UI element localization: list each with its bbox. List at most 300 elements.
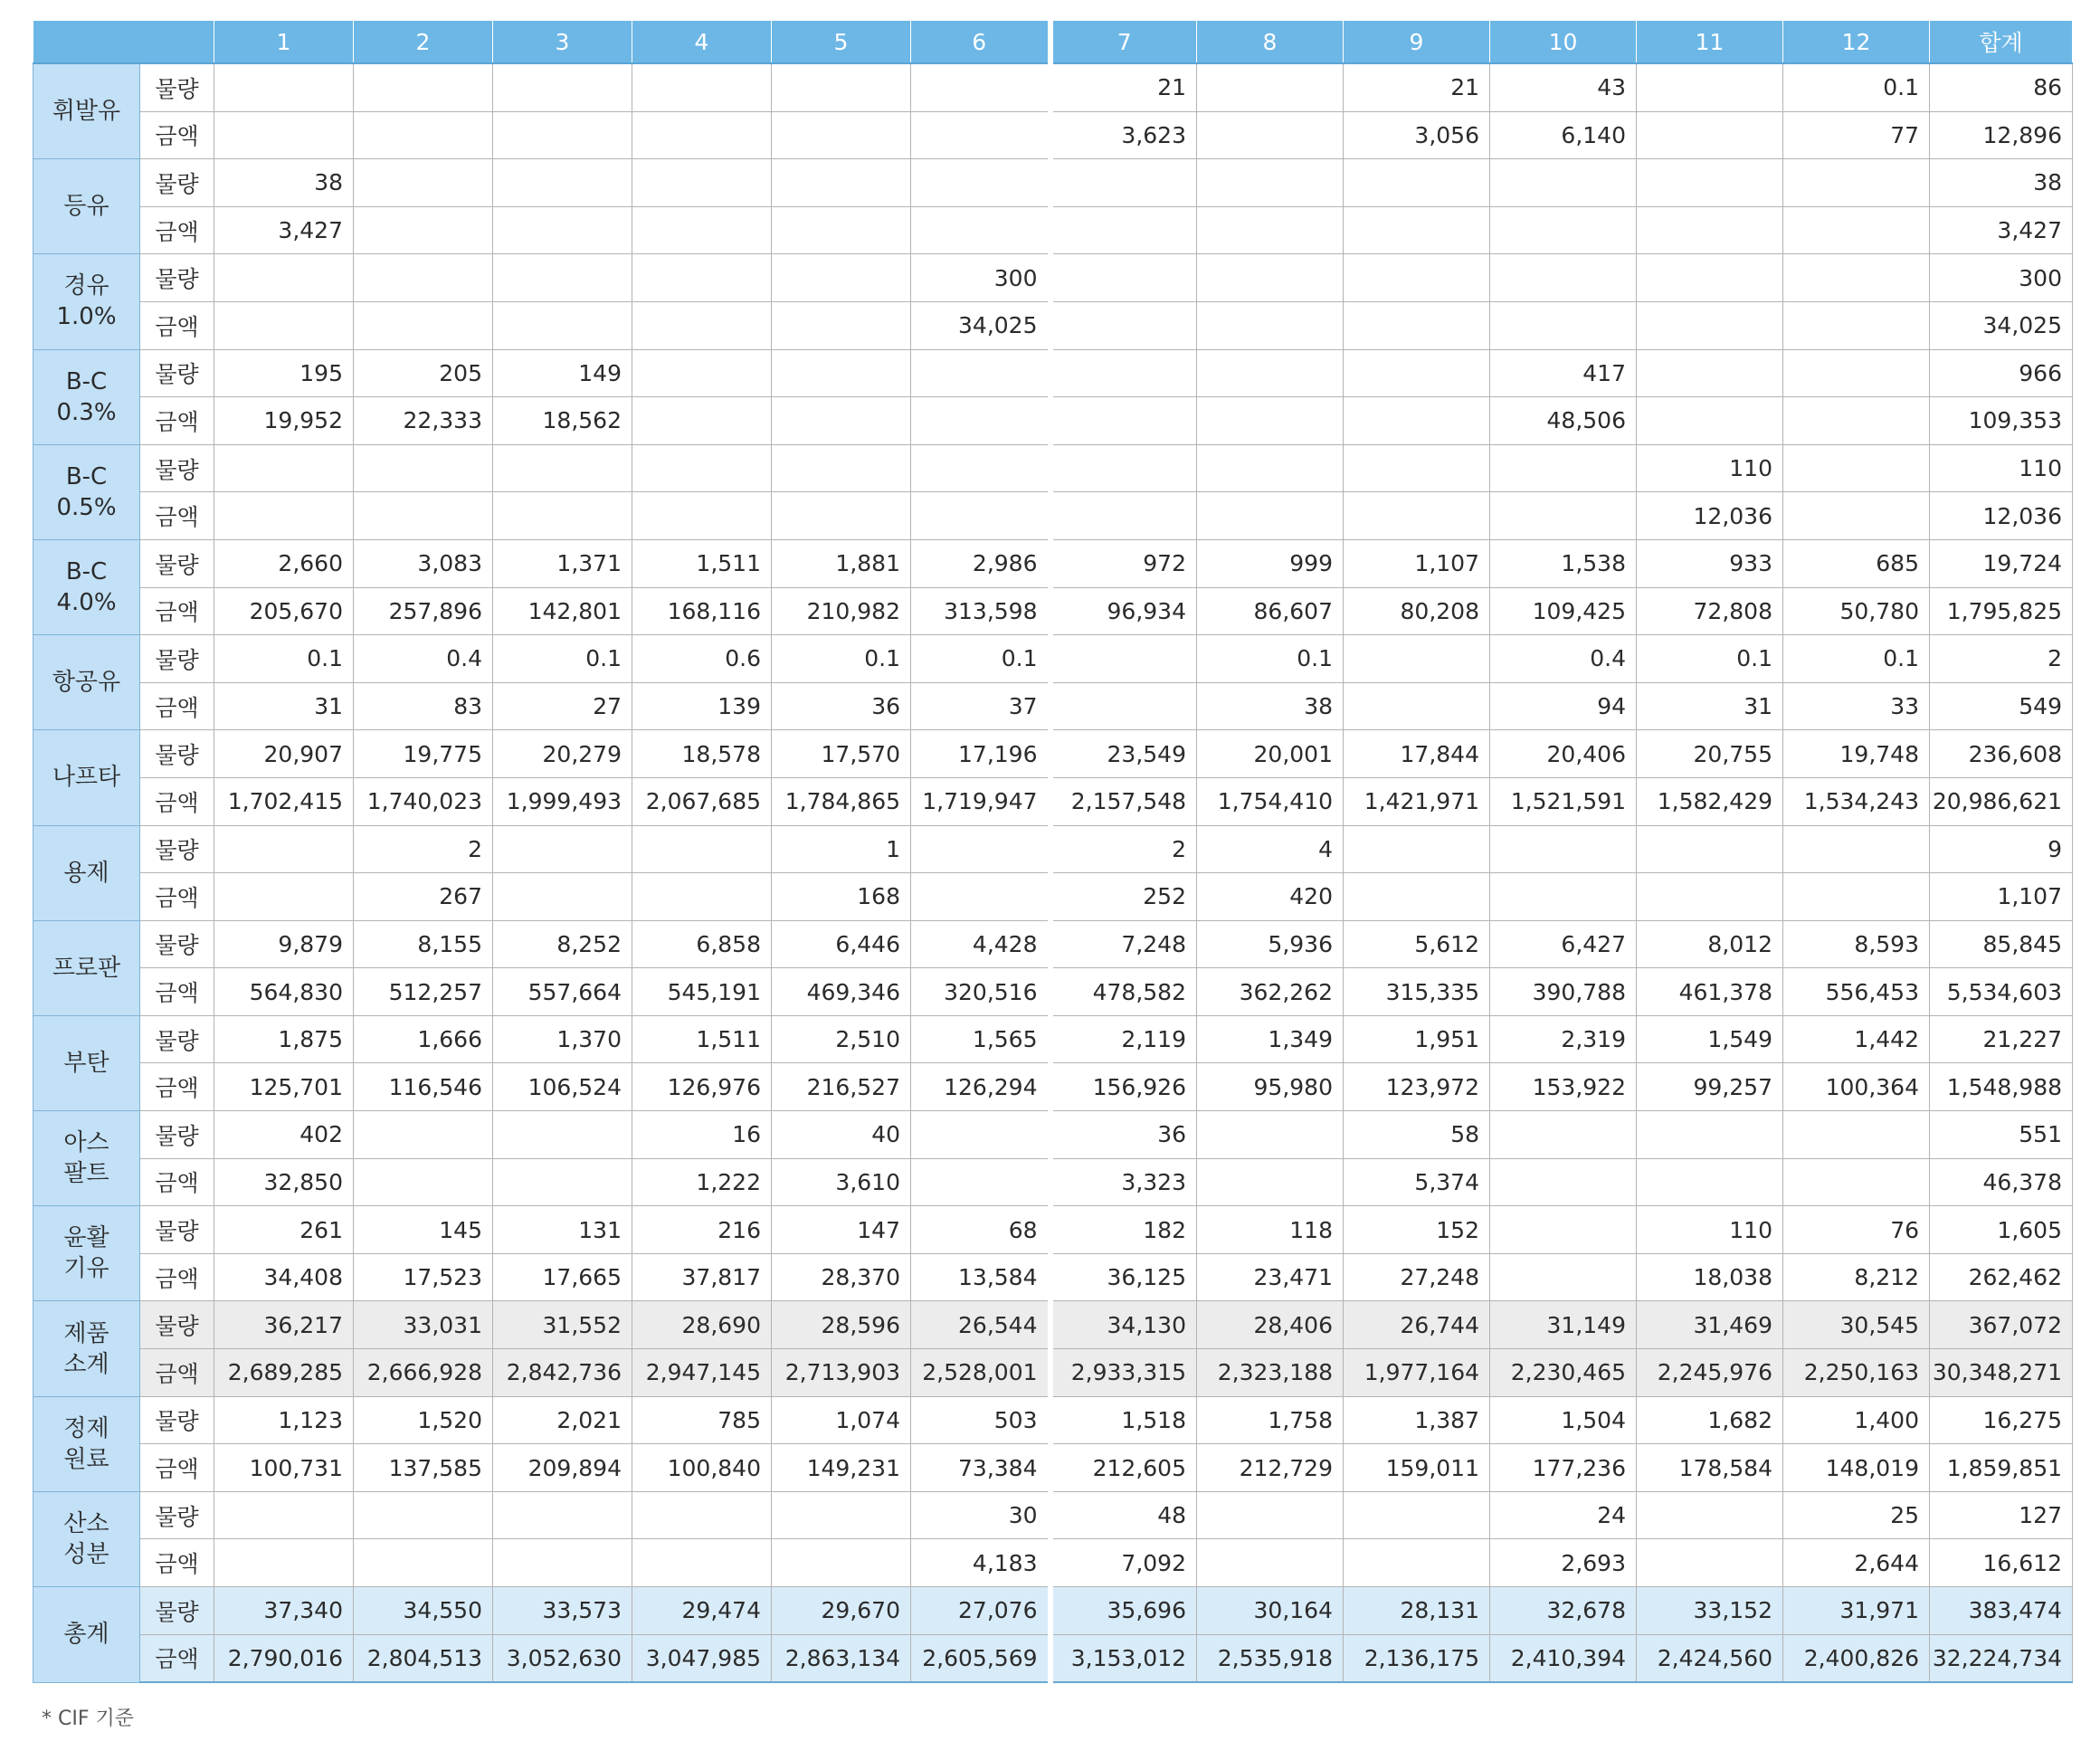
- value-cell: 34,025: [911, 301, 1050, 349]
- value-cell: 159,011: [1344, 1444, 1490, 1492]
- value-cell: [911, 825, 1050, 873]
- value-cell: 1,387: [1344, 1396, 1490, 1444]
- value-cell: [632, 825, 772, 873]
- value-cell: [214, 873, 354, 921]
- quantity-label: 물량: [140, 1206, 214, 1254]
- total-cell: 367,072: [1930, 1301, 2073, 1349]
- value-cell: [772, 444, 911, 492]
- amount-label: 금액: [140, 1539, 214, 1587]
- value-cell: [1637, 397, 1783, 445]
- product-category: B-C 0.3%: [33, 349, 140, 444]
- table-row: [33, 1063, 2073, 1111]
- value-cell: 1,666: [354, 1015, 493, 1063]
- value-cell: [1490, 206, 1637, 254]
- month-header: 9: [1344, 21, 1490, 64]
- total-cell: 85,845: [1930, 920, 2073, 968]
- value-cell: 3,153,012: [1050, 1634, 1197, 1682]
- value-cell: 100,731: [214, 1444, 354, 1492]
- value-cell: 3,047,985: [632, 1634, 772, 1682]
- value-cell: 28,690: [632, 1301, 772, 1349]
- value-cell: 26,544: [911, 1301, 1050, 1349]
- month-header: 5: [772, 21, 911, 64]
- value-cell: [1050, 349, 1197, 397]
- value-cell: [493, 63, 632, 111]
- value-cell: 210,982: [772, 587, 911, 635]
- value-cell: [1197, 492, 1344, 540]
- total-cell: 1,107: [1930, 873, 2073, 921]
- table-row: [33, 159, 2073, 207]
- value-cell: 96,934: [1050, 587, 1197, 635]
- value-cell: [493, 444, 632, 492]
- value-cell: 83: [354, 682, 493, 730]
- value-cell: 1,582,429: [1637, 777, 1783, 825]
- month-header: 10: [1490, 21, 1637, 64]
- value-cell: 267: [354, 873, 493, 921]
- total-header: 합계: [1930, 21, 2073, 64]
- value-cell: 153,922: [1490, 1063, 1637, 1111]
- value-cell: [1637, 63, 1783, 111]
- value-cell: 402: [214, 1111, 354, 1159]
- value-cell: 110: [1637, 444, 1783, 492]
- month-header: 7: [1050, 21, 1197, 64]
- table-row: [33, 1539, 2073, 1587]
- total-cell: 12,896: [1930, 111, 2073, 159]
- value-cell: 5,374: [1344, 1158, 1490, 1206]
- value-cell: [772, 206, 911, 254]
- value-cell: 2,319: [1490, 1015, 1637, 1063]
- amount-label: 금액: [140, 1444, 214, 1492]
- value-cell: [1490, 825, 1637, 873]
- total-cell: 9: [1930, 825, 2073, 873]
- total-cell: 20,986,621: [1930, 777, 2073, 825]
- value-cell: 933: [1637, 539, 1783, 587]
- value-cell: [632, 1491, 772, 1539]
- total-cell: 262,462: [1930, 1253, 2073, 1301]
- value-cell: 0.1: [1783, 63, 1930, 111]
- product-category: 부탄: [33, 1015, 140, 1110]
- value-cell: [772, 349, 911, 397]
- total-cell: 16,275: [1930, 1396, 2073, 1444]
- value-cell: 110: [1637, 1206, 1783, 1254]
- total-cell: 236,608: [1930, 730, 2073, 778]
- value-cell: 95,980: [1197, 1063, 1344, 1111]
- value-cell: 1,349: [1197, 1015, 1344, 1063]
- total-cell: 16,612: [1930, 1539, 2073, 1587]
- value-cell: [493, 1158, 632, 1206]
- total-cell: 86: [1930, 63, 2073, 111]
- value-cell: [1637, 1539, 1783, 1587]
- value-cell: 35,696: [1050, 1587, 1197, 1635]
- value-cell: 25: [1783, 1491, 1930, 1539]
- value-cell: 1,565: [911, 1015, 1050, 1063]
- total-cell: 38: [1930, 159, 2073, 207]
- value-cell: 23,471: [1197, 1253, 1344, 1301]
- value-cell: [354, 1111, 493, 1159]
- value-cell: 1,534,243: [1783, 777, 1930, 825]
- amount-label: 금액: [140, 1253, 214, 1301]
- value-cell: 19,775: [354, 730, 493, 778]
- value-cell: [1637, 1158, 1783, 1206]
- value-cell: 3,083: [354, 539, 493, 587]
- total-cell: 12,036: [1930, 492, 2073, 540]
- value-cell: 31,552: [493, 1301, 632, 1349]
- value-cell: 33,573: [493, 1587, 632, 1635]
- value-cell: [1344, 682, 1490, 730]
- value-cell: 30: [911, 1491, 1050, 1539]
- month-header: 11: [1637, 21, 1783, 64]
- import-table-wrapper: [33, 20, 2072, 1683]
- value-cell: [772, 397, 911, 445]
- value-cell: 148,019: [1783, 1444, 1930, 1492]
- value-cell: 77: [1783, 111, 1930, 159]
- table-body: [33, 63, 2073, 1682]
- value-cell: [632, 206, 772, 254]
- value-cell: [354, 206, 493, 254]
- value-cell: [1783, 1111, 1930, 1159]
- value-cell: 1,074: [772, 1396, 911, 1444]
- value-cell: [1490, 301, 1637, 349]
- value-cell: 1,520: [354, 1396, 493, 1444]
- value-cell: 28,131: [1344, 1587, 1490, 1635]
- value-cell: 0.4: [354, 635, 493, 683]
- value-cell: 1,538: [1490, 539, 1637, 587]
- amount-label: 금액: [140, 777, 214, 825]
- quantity-label: 물량: [140, 444, 214, 492]
- value-cell: [1490, 1111, 1637, 1159]
- amount-label: 금액: [140, 492, 214, 540]
- value-cell: [1050, 682, 1197, 730]
- quantity-label: 물량: [140, 1396, 214, 1444]
- value-cell: 195: [214, 349, 354, 397]
- value-cell: 2,644: [1783, 1539, 1930, 1587]
- value-cell: 313,598: [911, 587, 1050, 635]
- amount-label: 금액: [140, 1349, 214, 1397]
- value-cell: 3,427: [214, 206, 354, 254]
- value-cell: 125,701: [214, 1063, 354, 1111]
- value-cell: 216,527: [772, 1063, 911, 1111]
- value-cell: 1,107: [1344, 539, 1490, 587]
- value-cell: 2,535,918: [1197, 1634, 1344, 1682]
- value-cell: 178,584: [1637, 1444, 1783, 1492]
- total-cell: 5,534,603: [1930, 968, 2073, 1016]
- total-cell: 1,548,988: [1930, 1063, 2073, 1111]
- value-cell: [1197, 159, 1344, 207]
- quantity-label: 물량: [140, 825, 214, 873]
- value-cell: 21: [1344, 63, 1490, 111]
- month-header: 3: [493, 21, 632, 64]
- total-cell: 32,224,734: [1930, 1634, 2073, 1682]
- value-cell: 2,689,285: [214, 1349, 354, 1397]
- value-cell: 147: [772, 1206, 911, 1254]
- value-cell: 2,986: [911, 539, 1050, 587]
- product-category: 휘발유: [33, 63, 140, 159]
- value-cell: [1344, 206, 1490, 254]
- value-cell: [632, 397, 772, 445]
- value-cell: 109,425: [1490, 587, 1637, 635]
- value-cell: 1,518: [1050, 1396, 1197, 1444]
- value-cell: 72,808: [1637, 587, 1783, 635]
- value-cell: 27,248: [1344, 1253, 1490, 1301]
- value-cell: 182: [1050, 1206, 1197, 1254]
- value-cell: [1637, 873, 1783, 921]
- value-cell: 31,469: [1637, 1301, 1783, 1349]
- value-cell: [354, 301, 493, 349]
- value-cell: [1783, 1158, 1930, 1206]
- value-cell: [1490, 1158, 1637, 1206]
- value-cell: 2,666,928: [354, 1349, 493, 1397]
- value-cell: [1344, 492, 1490, 540]
- value-cell: [214, 63, 354, 111]
- value-cell: 19,748: [1783, 730, 1930, 778]
- total-cell: 3,427: [1930, 206, 2073, 254]
- value-cell: 2,157,548: [1050, 777, 1197, 825]
- value-cell: 320,516: [911, 968, 1050, 1016]
- value-cell: [1490, 254, 1637, 302]
- value-cell: [1344, 444, 1490, 492]
- table-row: [33, 1634, 2073, 1682]
- product-category: 등유: [33, 159, 140, 254]
- value-cell: 417: [1490, 349, 1637, 397]
- value-cell: 2,021: [493, 1396, 632, 1444]
- value-cell: 100,364: [1783, 1063, 1930, 1111]
- table-row: [33, 444, 2073, 492]
- value-cell: 31,971: [1783, 1587, 1930, 1635]
- value-cell: 209,894: [493, 1444, 632, 1492]
- value-cell: 315,335: [1344, 968, 1490, 1016]
- value-cell: [1490, 444, 1637, 492]
- month-header: 6: [911, 21, 1050, 64]
- value-cell: 1,371: [493, 539, 632, 587]
- value-cell: [772, 159, 911, 207]
- value-cell: 21: [1050, 63, 1197, 111]
- total-cell: 549: [1930, 682, 2073, 730]
- product-category: 나프타: [33, 730, 140, 825]
- product-category: 제품 소계: [33, 1301, 140, 1396]
- value-cell: [493, 159, 632, 207]
- value-cell: 32,678: [1490, 1587, 1637, 1635]
- value-cell: [1197, 254, 1344, 302]
- value-cell: 2,713,903: [772, 1349, 911, 1397]
- value-cell: 168: [772, 873, 911, 921]
- value-cell: [911, 492, 1050, 540]
- value-cell: [632, 444, 772, 492]
- value-cell: [772, 63, 911, 111]
- table-row: [33, 1349, 2073, 1397]
- value-cell: 177,236: [1490, 1444, 1637, 1492]
- header-corner: [33, 21, 214, 64]
- product-category: 프로판: [33, 920, 140, 1015]
- value-cell: 156,926: [1050, 1063, 1197, 1111]
- value-cell: 685: [1783, 539, 1930, 587]
- value-cell: 2,842,736: [493, 1349, 632, 1397]
- value-cell: 2,528,001: [911, 1349, 1050, 1397]
- amount-label: 금액: [140, 968, 214, 1016]
- month-header: 2: [354, 21, 493, 64]
- value-cell: 503: [911, 1396, 1050, 1444]
- value-cell: 2,424,560: [1637, 1634, 1783, 1682]
- quantity-label: 물량: [140, 920, 214, 968]
- value-cell: [1344, 301, 1490, 349]
- value-cell: 556,453: [1783, 968, 1930, 1016]
- value-cell: 22,333: [354, 397, 493, 445]
- value-cell: 1,549: [1637, 1015, 1783, 1063]
- value-cell: [1197, 206, 1344, 254]
- value-cell: 2,230,465: [1490, 1349, 1637, 1397]
- value-cell: [1197, 444, 1344, 492]
- total-cell: 30,348,271: [1930, 1349, 2073, 1397]
- amount-label: 금액: [140, 111, 214, 159]
- value-cell: 1,875: [214, 1015, 354, 1063]
- value-cell: 1,370: [493, 1015, 632, 1063]
- value-cell: [1050, 254, 1197, 302]
- value-cell: 2: [1050, 825, 1197, 873]
- value-cell: 1,682: [1637, 1396, 1783, 1444]
- value-cell: [214, 301, 354, 349]
- value-cell: 6,140: [1490, 111, 1637, 159]
- value-cell: 8,012: [1637, 920, 1783, 968]
- value-cell: [1783, 492, 1930, 540]
- value-cell: 4,428: [911, 920, 1050, 968]
- value-cell: [1344, 1491, 1490, 1539]
- table-row: [33, 1158, 2073, 1206]
- table-row: [33, 397, 2073, 445]
- value-cell: 20,907: [214, 730, 354, 778]
- table-row: [33, 1253, 2073, 1301]
- value-cell: 149,231: [772, 1444, 911, 1492]
- value-cell: 28,406: [1197, 1301, 1344, 1349]
- value-cell: [1050, 492, 1197, 540]
- value-cell: 1,504: [1490, 1396, 1637, 1444]
- value-cell: [354, 1491, 493, 1539]
- value-cell: [493, 206, 632, 254]
- value-cell: [1344, 825, 1490, 873]
- value-cell: 137,585: [354, 1444, 493, 1492]
- value-cell: [632, 1539, 772, 1587]
- total-cell: 2: [1930, 635, 2073, 683]
- value-cell: [493, 492, 632, 540]
- value-cell: 5,612: [1344, 920, 1490, 968]
- value-cell: [632, 159, 772, 207]
- value-cell: [1344, 635, 1490, 683]
- quantity-label: 물량: [140, 254, 214, 302]
- value-cell: [911, 1158, 1050, 1206]
- quantity-label: 물량: [140, 1491, 214, 1539]
- value-cell: [1637, 206, 1783, 254]
- value-cell: 2: [354, 825, 493, 873]
- value-cell: 2,933,315: [1050, 1349, 1197, 1397]
- value-cell: 0.6: [632, 635, 772, 683]
- value-cell: 37,340: [214, 1587, 354, 1635]
- value-cell: [493, 825, 632, 873]
- value-cell: 100,840: [632, 1444, 772, 1492]
- table-row: [33, 1587, 2073, 1635]
- value-cell: 2,136,175: [1344, 1634, 1490, 1682]
- value-cell: [1637, 349, 1783, 397]
- value-cell: [1783, 301, 1930, 349]
- value-cell: [354, 254, 493, 302]
- value-cell: [772, 492, 911, 540]
- table-row: [33, 1111, 2073, 1159]
- value-cell: 4,183: [911, 1539, 1050, 1587]
- value-cell: [1783, 206, 1930, 254]
- value-cell: 31: [214, 682, 354, 730]
- value-cell: 18,038: [1637, 1253, 1783, 1301]
- value-cell: 12,036: [1637, 492, 1783, 540]
- value-cell: [632, 301, 772, 349]
- value-cell: 18,562: [493, 397, 632, 445]
- value-cell: [1783, 159, 1930, 207]
- value-cell: 2,605,569: [911, 1634, 1050, 1682]
- table-row: [33, 730, 2073, 778]
- value-cell: 3,623: [1050, 111, 1197, 159]
- total-cell: 21,227: [1930, 1015, 2073, 1063]
- value-cell: [911, 397, 1050, 445]
- value-cell: 16: [632, 1111, 772, 1159]
- value-cell: 37,817: [632, 1253, 772, 1301]
- value-cell: 145: [354, 1206, 493, 1254]
- value-cell: 37: [911, 682, 1050, 730]
- value-cell: 2,790,016: [214, 1634, 354, 1682]
- value-cell: 1,758: [1197, 1396, 1344, 1444]
- value-cell: 557,664: [493, 968, 632, 1016]
- value-cell: 2,067,685: [632, 777, 772, 825]
- value-cell: 2,400,826: [1783, 1634, 1930, 1682]
- value-cell: [354, 159, 493, 207]
- value-cell: [1344, 1539, 1490, 1587]
- value-cell: 48: [1050, 1491, 1197, 1539]
- quantity-label: 물량: [140, 539, 214, 587]
- value-cell: [632, 492, 772, 540]
- value-cell: 205,670: [214, 587, 354, 635]
- value-cell: 24: [1490, 1491, 1637, 1539]
- value-cell: [1490, 873, 1637, 921]
- product-category: 아스 팔트: [33, 1111, 140, 1206]
- product-category: 용제: [33, 825, 140, 920]
- value-cell: [632, 349, 772, 397]
- value-cell: 212,605: [1050, 1444, 1197, 1492]
- total-cell: 46,378: [1930, 1158, 2073, 1206]
- product-category: 윤활 기유: [33, 1206, 140, 1301]
- value-cell: 29,670: [772, 1587, 911, 1635]
- value-cell: 50,780: [1783, 587, 1930, 635]
- value-cell: 205: [354, 349, 493, 397]
- value-cell: 58: [1344, 1111, 1490, 1159]
- total-cell: 551: [1930, 1111, 2073, 1159]
- value-cell: 36: [772, 682, 911, 730]
- total-cell: 110: [1930, 444, 2073, 492]
- value-cell: 28,596: [772, 1301, 911, 1349]
- value-cell: [1637, 159, 1783, 207]
- value-cell: 27: [493, 682, 632, 730]
- value-cell: [1344, 873, 1490, 921]
- value-cell: 972: [1050, 539, 1197, 587]
- value-cell: [354, 63, 493, 111]
- value-cell: 106,524: [493, 1063, 632, 1111]
- value-cell: 34,130: [1050, 1301, 1197, 1349]
- value-cell: 34,550: [354, 1587, 493, 1635]
- product-category: 총계: [33, 1587, 140, 1683]
- amount-label: 금액: [140, 301, 214, 349]
- month-header: 8: [1197, 21, 1344, 64]
- value-cell: 1,400: [1783, 1396, 1930, 1444]
- value-cell: 20,406: [1490, 730, 1637, 778]
- value-cell: [493, 1111, 632, 1159]
- value-cell: 126,294: [911, 1063, 1050, 1111]
- value-cell: 30,545: [1783, 1301, 1930, 1349]
- value-cell: 1,881: [772, 539, 911, 587]
- value-cell: 1,511: [632, 539, 772, 587]
- value-cell: 362,262: [1197, 968, 1344, 1016]
